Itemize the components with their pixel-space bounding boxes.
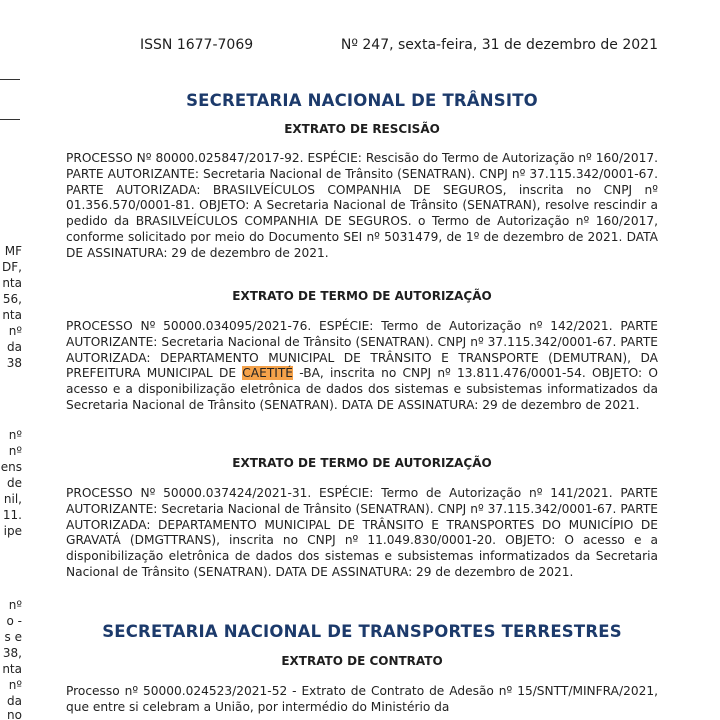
extrato-text-autorizacao-141: PROCESSO Nº 50000.037424/2021-31. ESPÉCIE: Termo de Autorização nº 141/2021. PARTE AUTORIZANTE: Secretaria Nacional de Trânsito (SENATRAN). CNPJ nº 37.115.342/0001-67. PARTE AUTORIZADA: DEPARTAMENTO MUNICIPAL DE TRÂNSITO E TRANSPORTES DO MUNICÍPIO DE GRAVATÁ (DMGTTRANS), inscrita no CNPJ nº 11.049.830/0001-20. OBJETO: O acesso e a disponibilização eletrônica de dados dos sistemas e subsistemas informatizados da Secretaria Nacional de Trânsito (SENATRAN). DATA DE ASSINATURA: 29 de dezembro de 2021. [66, 486, 658, 579]
left-fragment: de [7, 476, 22, 490]
text-segment: PROCESSO Nº 50000.034095/2021-76. ESPÉCIE: Termo de Autorização nº 142/2021. PARTE AUTORIZANTE: Secretaria Nacional de Trânsito (SENATRAN). CNPJ nº 37.115.342/0001-67. PARTE AUTORIZADA: DEPARTAMENTO MUNICIPAL DE TRÂNSITO E TRANSPORTE (DEMUTRAN), DA PREFEITURA MUNICIPAL DE [66, 319, 658, 381]
extrato-text-contrato: Processo nº 50000.024523/2021-52 - Extrato de Contrato de Adesão nº 15/SNTT/MINFRA/2021, que entre si celebram a União, por intermédio do Ministério da [66, 684, 658, 714]
edition-date: Nº 247, sexta-feira, 31 de dezembro de 2021 [340, 37, 658, 53]
left-fragment: ens [0, 460, 22, 474]
left-fragment: nº [8, 598, 22, 612]
issn-label: ISSN 1677-7069 [140, 37, 254, 53]
left-fragment: o - [6, 614, 22, 628]
extrato-heading-contrato: EXTRATO DE CONTRATO [281, 654, 443, 668]
highlighted-term: CAETITÉ [242, 366, 294, 381]
extrato-text-autorizacao-142 [66, 319, 658, 414]
left-fragment: nº [8, 428, 22, 442]
extrato-heading-autorizacao-141: EXTRATO DE TERMO DE AUTORIZAÇÃO [232, 456, 492, 470]
text-segment: -BA, inscrita no CNPJ nº 13.811.476/0001-54. OBJETO: O acesso e a disponibilização eletrônica de dados dos sistemas e subsistemas informatizados da Secretaria Nacional de Trânsito (SENATRAN). DATA DE ASSINATURA: 29 de dezembro de 2021. [66, 366, 658, 412]
left-fragment: nta [2, 662, 22, 676]
left-fragment: 38, [2, 646, 22, 660]
left-column-fragments [0, 0, 22, 720]
extrato-text-rescisao: PROCESSO Nº 80000.025847/2017-92. ESPÉCIE: Rescisão do Termo de Autorização nº 160/2017. PARTE AUTORIZANTE: Secretaria Nacional de Trânsito (SENATRAN). CNPJ nº 37.115.342/0001-67. PARTE AUTORIZADA: BRASILVEÍCULOS COMPANHIA DE SEGUROS, inscrita no CNPJ nº 01.356.570/0001-81. OBJETO: A Secretaria Nacional de Trânsito (SENATRAN), resolve rescindir a pedido da BRASILVEÍCULOS COMPANHIA DE SEGUROS. o Termo de Autorização nº 160/2017, conforme solicitado por meio do Documento SEI nº 5031479, de 1º de dezembro de 2021. DATA DE ASSINATURA: 29 de dezembro de 2021. [66, 151, 658, 260]
section-title-sntt: SECRETARIA NACIONAL DE TRANSPORTES TERRESTRES [102, 622, 622, 641]
left-fragment: 11. [2, 508, 22, 522]
left-fragment: nta [2, 276, 22, 290]
left-fragment: nº [8, 444, 22, 458]
extrato-heading-rescisao: EXTRATO DE RESCISÃO [284, 122, 440, 136]
left-fragment: DF, [2, 260, 22, 274]
left-fragment: nta [2, 308, 22, 322]
left-fragment: no [7, 708, 22, 720]
left-fragment: nº [8, 324, 22, 338]
left-fragment: s e [4, 630, 22, 644]
section-title-senatran: SECRETARIA NACIONAL DE TRÂNSITO [186, 91, 538, 110]
left-fragment: MF [4, 244, 22, 258]
left-fragment: 56, [2, 292, 22, 306]
extrato-heading-autorizacao-142: EXTRATO DE TERMO DE AUTORIZAÇÃO [232, 289, 492, 303]
left-fragment: da [7, 340, 22, 354]
left-fragment: da [7, 694, 22, 708]
left-fragment: 38 [6, 356, 22, 370]
left-fragment: nil, [3, 492, 22, 506]
left-fragment: nº [8, 678, 22, 692]
main-column [66, 0, 658, 720]
left-fragment: ipe [3, 524, 22, 538]
